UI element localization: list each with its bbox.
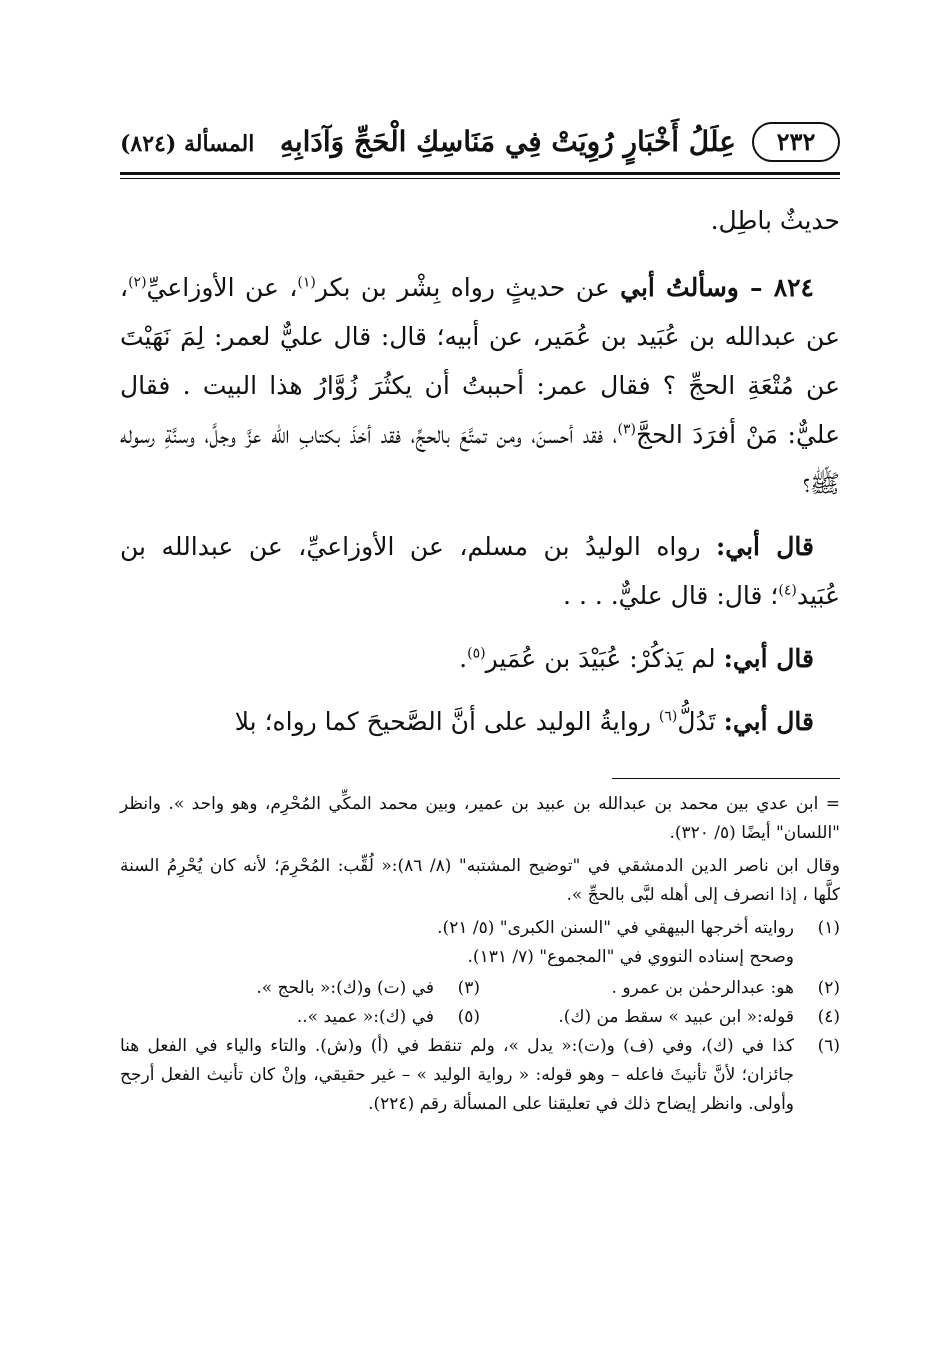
text-run: لم يَذكُرْ: عُبَيْدَ بن عُمَير bbox=[485, 644, 724, 673]
text-run: عن حديثٍ رواه بِشْر بن بكر bbox=[315, 273, 621, 302]
footnote-body: هو: عبدالرحمٰن بن عمرو . bbox=[611, 978, 794, 998]
question-number: ٨٢٤ – bbox=[738, 273, 814, 302]
header-rule-thin bbox=[120, 178, 840, 179]
text-run: روايةُ الوليد على أنَّ الصَّحيحَ كما رواه؛ بلا bbox=[234, 707, 659, 736]
page-header bbox=[120, 118, 840, 170]
header-rule-thick bbox=[120, 172, 840, 175]
text-run: تَدُلُّ bbox=[677, 707, 724, 736]
paragraph-0 bbox=[120, 196, 840, 245]
footnote-number: (٢) bbox=[817, 978, 840, 998]
page-number-badge: ٢٣٢ bbox=[752, 122, 840, 162]
footnote-ref-6[interactable]: (٦) bbox=[658, 708, 678, 725]
footnote-6 bbox=[120, 1032, 840, 1119]
footnote-3 bbox=[120, 974, 480, 1003]
running-title: عِلَلُ أَخْبَارٍ رُوِيَتْ فِي مَنَاسِكِ الْحَجِّ وَآدَابِهِ bbox=[279, 125, 736, 158]
footnote-row-4-5 bbox=[120, 1003, 840, 1032]
footnote-body bbox=[120, 914, 794, 972]
text-run: . bbox=[459, 644, 468, 673]
text-run: رواه الوليدُ بن مسلم، عن الأوزاعيِّ، عن عبدالله بن عُبَيد bbox=[120, 532, 840, 610]
footnote-body: في (ت) و(ك):« بالحج ». bbox=[256, 978, 434, 998]
footnote-number: (١) bbox=[817, 918, 840, 938]
text-run: ، عن عبدالله بن عُبَيد بن عُمَير، عن أبيه؛ قال: قال عليٌّ لعمر: لِمَ نَهَيْتَ عن مُتْعَةِ الحجِّ ؟ فقال عمر: أحببتُ أن يكثُرَ زُوَّارُ هذا البيت . فقال عليٌّ: مَنْ أفرَدَ الحجَّ bbox=[120, 273, 840, 449]
footnote-line: وصحح إسناده النووي في "المجموع" (٧/ ١٣١). bbox=[467, 947, 794, 967]
footnote-1 bbox=[120, 914, 840, 972]
footnote-ref-2[interactable]: (٢) bbox=[128, 274, 147, 291]
footnote-line: روايته أخرجها البيهقي في "السنن الكبرى" (٥/ ٢١). bbox=[437, 918, 794, 938]
footnotes bbox=[120, 790, 840, 1121]
footnote-body: قوله:« ابن عبيد » سقط من (ك). bbox=[558, 1007, 794, 1027]
paragraph-question-824 bbox=[120, 263, 840, 508]
paragraph-abi-3 bbox=[120, 697, 840, 746]
footnote-number: (٣) bbox=[457, 978, 480, 998]
footnote-continuation-1: = ابن عدي بين محمد بن عبدالله بن عبيد بن عمير، وبين محمد المكِّي المُحْرِم، وهو واحد ». وانظر "اللسان" أيضًا (٥/ ٣٢٠). bbox=[120, 794, 840, 843]
text-run: ، عن الأوزاعيِّ bbox=[146, 273, 298, 302]
text-run: ، فقد أحسنَ، ومن تمتَّعَ بالحجِّ، فقد أخذَ بكتابِ الله عزَّ وجلَّ، وسنَّةِ رسوله ﷺ؟ bbox=[120, 420, 840, 498]
footnote-2 bbox=[480, 974, 840, 1003]
text-run: حديثٌ باطِل. bbox=[710, 206, 840, 235]
footnote-ref-3[interactable]: (٣) bbox=[617, 421, 636, 438]
footnote-continuation-2: وقال ابن ناصر الدين الدمشقي في "توضيح المشتبه" (٨/ ٨٦):« لُقِّب: المُحْرِمَ؛ لأنه كان يُحْرِمُ السنة كلَّها ، إذا انصرف إلى أهله لبَّى بالحجِّ ». bbox=[120, 856, 840, 905]
footnote-4 bbox=[480, 1003, 840, 1032]
footnote-ref-1[interactable]: (١) bbox=[297, 274, 316, 291]
footnote-number: (٤) bbox=[817, 1007, 840, 1027]
footnote-separator bbox=[612, 778, 840, 779]
footnote-body: كذا في (ك)، وفي (ف) و(ت):« يدل »، ولم تنقط في (أ) و(ش). والتاء والياء في الفعل هنا جائزان؛ لأنَّ تأنيثَ فاعله – وهو قوله: « رواية الوليد » – غير حقيقي، وإنْ كان تأنيث الفعل أرجح وأولى. وانظر إيضاح ذلك في تعليقنا على المسألة رقم (٢٢٤). bbox=[120, 1036, 794, 1114]
speaker-lead: قال أبي: bbox=[716, 532, 814, 561]
footnote-ref-5[interactable]: (٥) bbox=[467, 645, 486, 662]
footnote-number: (٥) bbox=[457, 1007, 480, 1027]
footnote-ref-4[interactable]: (٤) bbox=[778, 582, 797, 599]
footnote-body: في (ك):« عميد ».. bbox=[296, 1007, 434, 1027]
paragraph-abi-2 bbox=[120, 634, 840, 683]
footnote-5 bbox=[120, 1003, 480, 1032]
speaker-lead: قال أبي: bbox=[723, 644, 814, 673]
footnote-row-2-3 bbox=[120, 974, 840, 1003]
footnote-number: (٦) bbox=[817, 1036, 840, 1056]
main-text bbox=[120, 196, 840, 760]
paragraph-abi-1 bbox=[120, 522, 840, 620]
speaker-lead: قال أبي: bbox=[723, 707, 814, 736]
question-lead: وسألتُ أبي bbox=[620, 273, 739, 302]
section-label: المسألة (٨٢٤) bbox=[120, 131, 255, 157]
text-run: ؛ قال: قال عليٌّ. . . . bbox=[563, 581, 779, 610]
